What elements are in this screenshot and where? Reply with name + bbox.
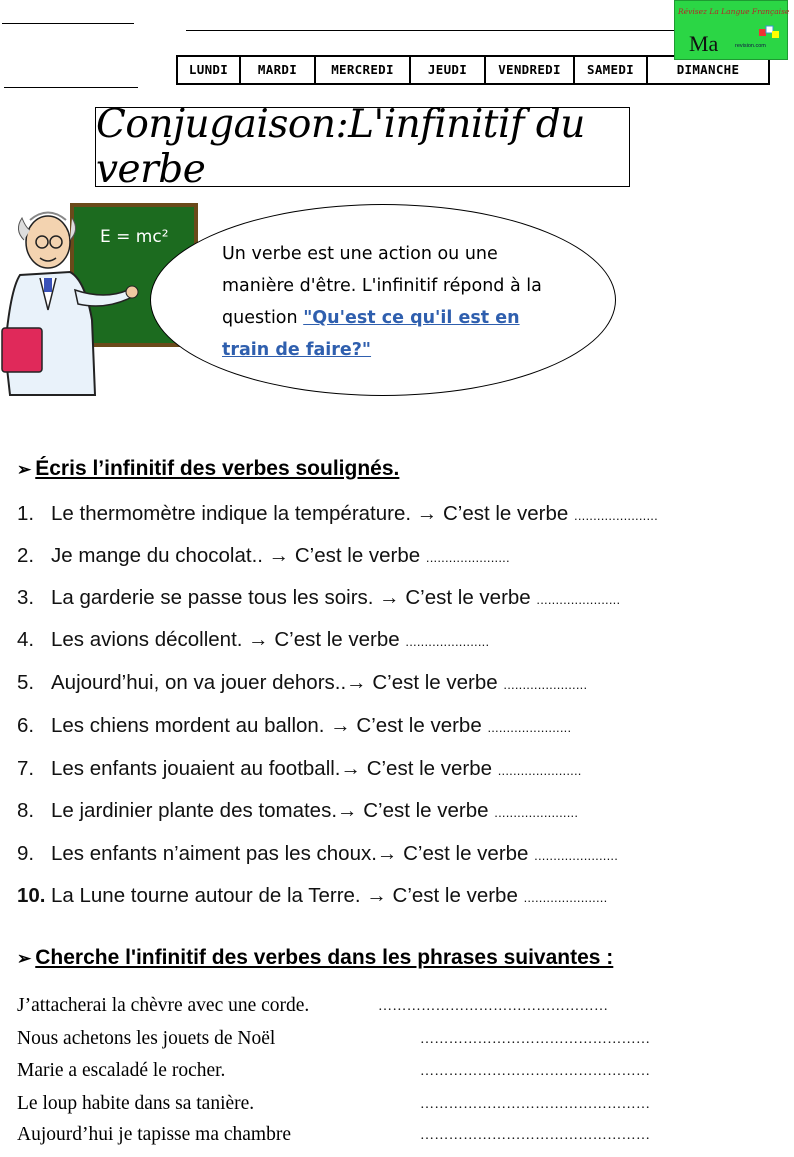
exercise1-item — [17, 884, 607, 908]
answer-blank[interactable]: ...................... — [534, 848, 619, 863]
exercise1-item — [17, 842, 618, 866]
class-line[interactable] — [4, 87, 138, 88]
answer-blank[interactable]: ………………………………………… — [420, 1032, 651, 1047]
answer-blank[interactable]: ...................... — [494, 805, 579, 820]
exercise1-item — [17, 714, 571, 738]
item-sentence: La garderie se passe tous les soirs. → C’est le verbe — [51, 586, 531, 609]
logo-small-text: revision.com — [735, 43, 766, 49]
item-sentence: Les enfants n’aiment pas les choux.→ C’est le verbe — [51, 842, 529, 865]
answer-blank[interactable]: ………………………………………… — [420, 1097, 651, 1112]
item-number: 4. — [17, 628, 35, 651]
exercise1-heading-text: Écris l’infinitif des verbes soulignés. — [35, 457, 400, 480]
answer-blank[interactable]: ...................... — [425, 550, 510, 565]
bubble-definition: Un verbe est une action ou une manière d'être. L'infinitif répond à la question — [222, 244, 542, 328]
item-sentence: Le jardinier plante des tomates.→ C’est le verbe — [51, 799, 489, 822]
item-sentence: Je mange du chocolat.. → C’est le verbe — [51, 544, 421, 567]
answer-blank[interactable]: ...................... — [523, 890, 608, 905]
exercise1-item — [17, 757, 582, 781]
item-number: 7. — [17, 757, 35, 780]
item-number: 6. — [17, 714, 35, 737]
exercise2-sentence: J’attacherai la chèvre avec une corde. — [17, 995, 310, 1016]
exercise1-item — [17, 544, 510, 568]
date-line[interactable] — [186, 30, 674, 31]
answer-blank[interactable]: ………………………………………… — [420, 1128, 651, 1143]
page-title: Conjugaison:L'infinitif du verbe — [96, 102, 585, 192]
exercise1-item — [17, 586, 620, 610]
blackboard-formula: E = mc² — [100, 227, 169, 247]
item-number: 10. — [17, 884, 46, 907]
answer-blank[interactable]: ...................... — [503, 677, 588, 692]
exercise1-item — [17, 671, 587, 695]
answer-blank[interactable]: ...................... — [574, 508, 658, 523]
exercise1-item — [17, 502, 658, 526]
bubble-question-link[interactable]: "Qu'est ce qu'il est en train de faire?" — [222, 308, 520, 360]
answer-blank[interactable]: ………………………………………… — [420, 1064, 651, 1079]
answer-blank[interactable]: ...................... — [487, 720, 572, 735]
exercise2-heading-text: Cherche l'infinitif des verbes dans les phrases suivantes : — [35, 946, 614, 969]
item-sentence: Les chiens mordent au ballon. → C’est le verbe — [51, 714, 482, 737]
item-sentence: Aujourd’hui, on va jouer dehors..→ C’est le verbe — [51, 671, 498, 694]
item-number: 1. — [17, 502, 35, 525]
site-logo — [674, 0, 788, 60]
exercise1-heading — [17, 457, 399, 481]
name-line[interactable] — [2, 23, 134, 24]
day-wednesday[interactable]: MERCREDI — [316, 57, 411, 83]
exercise2-sentence: Aujourd’hui je tapisse ma chambre — [17, 1124, 291, 1145]
exercise2-sentence: Nous achetons les jouets de Noël — [17, 1028, 276, 1049]
logo-main-text: Ma — [689, 31, 719, 56]
answer-blank[interactable]: ………………………………………… — [378, 999, 609, 1014]
exercise2-heading — [17, 946, 613, 970]
day-sunday[interactable]: DIMANCHE — [676, 62, 740, 77]
item-number: 9. — [17, 842, 35, 865]
day-thursday[interactable]: JEUDI — [411, 57, 486, 83]
item-sentence: Le thermomètre indique la température. → C’est le verbe — [51, 502, 569, 525]
answer-blank[interactable]: ...................... — [405, 634, 490, 649]
answer-blank[interactable]: ...................... — [497, 763, 582, 778]
item-number: 8. — [17, 799, 35, 822]
answer-blank[interactable]: ...................... — [536, 592, 621, 607]
item-sentence: La Lune tourne autour de la Terre. → C’est le verbe — [51, 884, 518, 907]
exercise1-item — [17, 799, 578, 823]
item-sentence: Les avions décollent. → C’est le verbe — [51, 628, 400, 651]
exercise1-item — [17, 628, 489, 652]
item-number: 5. — [17, 671, 35, 694]
day-friday[interactable]: VENDREDI — [486, 57, 575, 83]
day-monday[interactable]: LUNDI — [178, 57, 241, 83]
title-box — [95, 102, 630, 192]
arrow-bullet-icon: ➢ — [17, 460, 32, 479]
bubble-text — [222, 238, 542, 366]
exercise2-sentence: Marie a escaladé le rocher. — [17, 1060, 226, 1081]
day-saturday[interactable]: SAMEDI — [575, 57, 648, 83]
arrow-bullet-icon: ➢ — [17, 949, 32, 968]
item-number: 2. — [17, 544, 35, 567]
item-sentence: Les enfants jouaient au football.→ C’est le verbe — [51, 757, 493, 780]
exercise2-sentence: Le loup habite dans sa tanière. — [17, 1093, 255, 1114]
day-tuesday[interactable]: MARDI — [241, 57, 316, 83]
logo-flags-icon — [759, 25, 781, 41]
item-number: 3. — [17, 586, 35, 609]
logo-tagline: Révisez La Langue Française — [678, 7, 790, 16]
